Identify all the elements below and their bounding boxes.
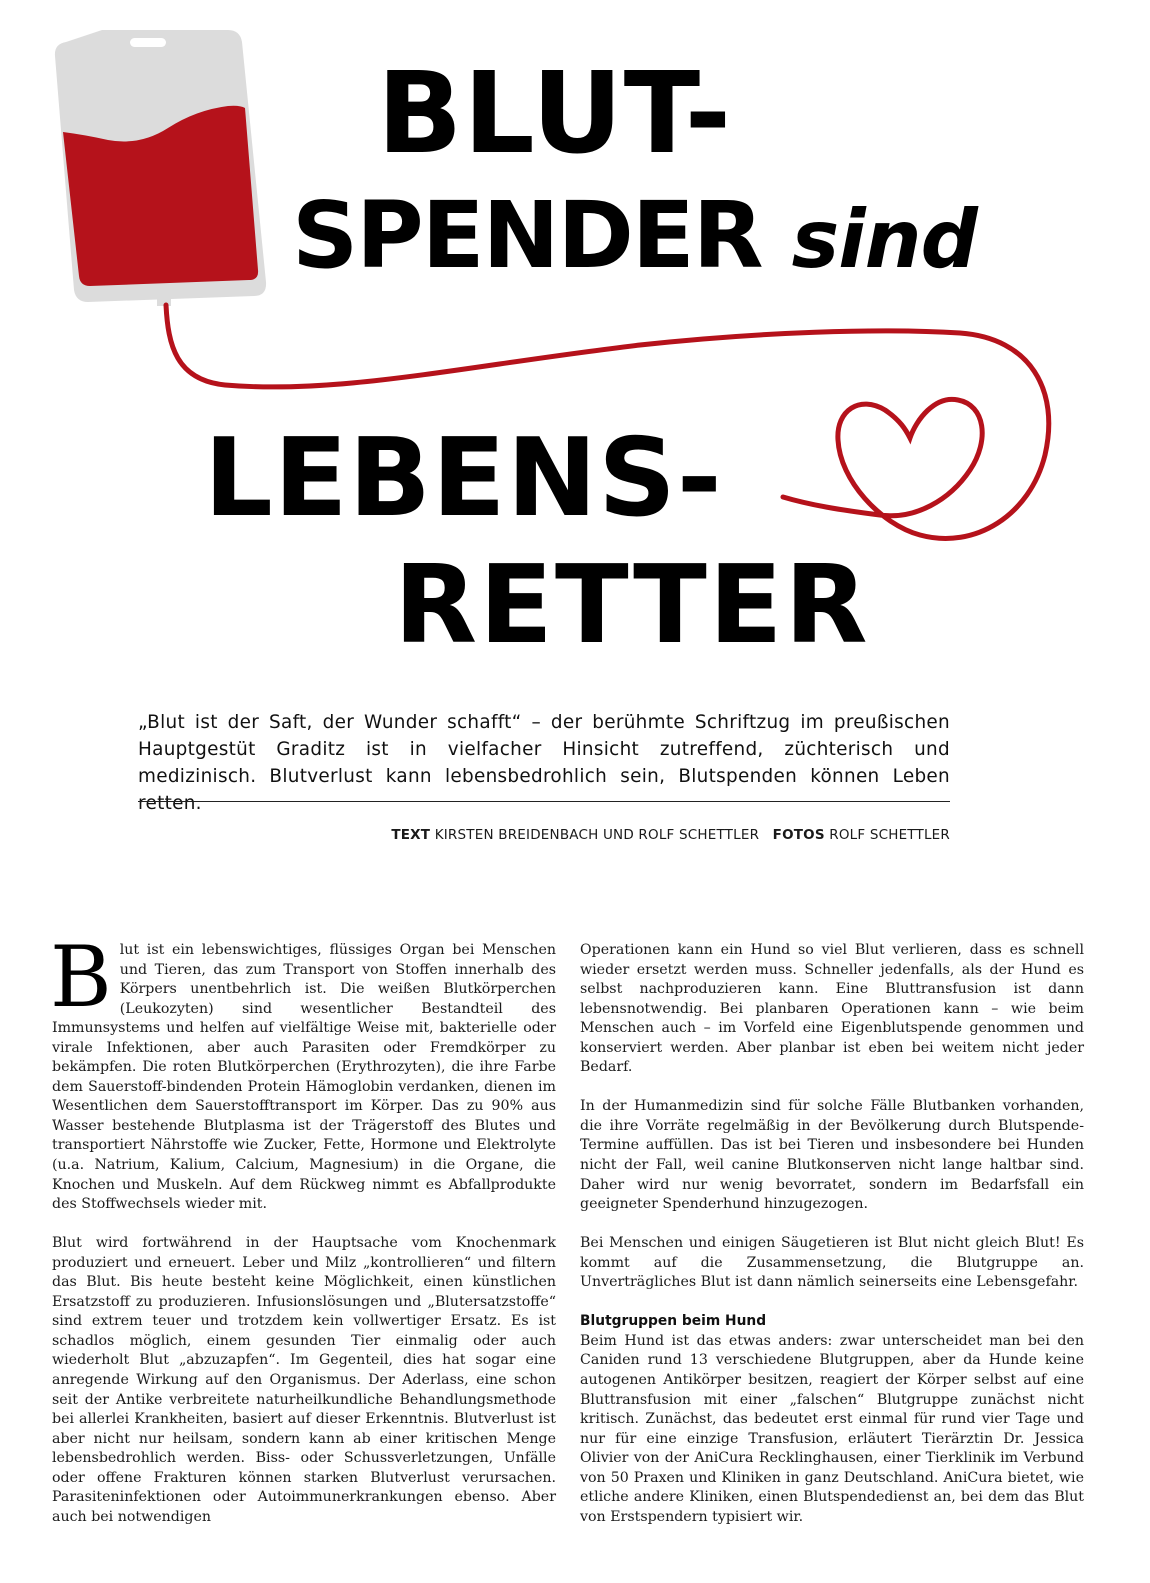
drop-cap: B — [50, 928, 112, 1026]
headline-line-4: RETTER — [394, 543, 870, 668]
credits-photo-label: FOTOS — [772, 827, 825, 843]
article-credits — [391, 827, 950, 843]
body-paragraph: In der Humanmedizin sind für solche Fälle Blutbanken vorhanden, die ihre Vorräte regelmäßig in der Bevölkerung durch Blutspende-Termine auffüllen. Das ist bei Tieren und insbesondere bei Hunden nicht der Fall, weil canine Blutkonserven nicht lange haltbar sind. Daher wird nur wenig bevorratet, sondern im Bedarfsfall ein geeigneter Spenderhund hinzugezogen. — [580, 1098, 1084, 1213]
headline-line-1: BLUT- — [377, 49, 733, 179]
lead-divider — [138, 801, 950, 802]
credits-text-label: TEXT — [391, 827, 431, 843]
body-paragraph: Beim Hund ist das etwas anders: zwar unterscheidet man bei den Caniden rund 13 verschiedene Blutgruppen, aber da Hunde keine autogenen Antikörper besitzen, reagiert der Körper selbst auf eine Bluttransfusion mit einer „falschen“ Blutgruppe zunächst nicht kritisch. Zunächst, das bedeutet erst einmal für rund vier Tage und nur für eine einzige Transfusion, erläutert Tierärztin Dr. Jessica Olivier von der AniCura Recklinghausen, einer Tierklinik im Verbund von 50 Praxen und Kliniken in ganz Deutschland. AniCura bietet, wie etliche andere Kliniken, einen Blutspendedienst an, bei dem das Blut von Erstspendern typisiert wir. — [580, 1332, 1084, 1525]
headline-line-2 — [292, 182, 977, 289]
section-subhead: Blutgruppen beim Hund — [580, 1313, 767, 1330]
article-lead: „Blut ist der Saft, der Wunder schafft“ – der berühmte Schriftzug im preußischen Hauptgestüt Graditz ist in vielfacher Hinsicht zutreffend, züchterisch und medizinisch. Blutverlust kann lebensbedrohlich sein, Blutspenden können Leben retten. — [138, 712, 950, 814]
body-paragraph — [50, 928, 556, 1215]
body-paragraph: Bei Menschen und einigen Säugetieren ist Blut nicht gleich Blut! Es kommt auf die Zusammensetzung, die Blutgruppe an. Unverträgliches Blut ist dann nämlich seinerseits eine Lebensgefahr. — [580, 1235, 1084, 1291]
credits-photo-names: ROLF SCHETTLER — [829, 827, 950, 843]
headline-spender: SPENDER — [292, 182, 762, 289]
body-column-left — [50, 928, 556, 1527]
body-paragraph: Operationen kann ein Hund so viel Blut verlieren, dass es schnell wieder ersetzt werden muss. Schneller jedenfalls, als der Hund es selbst nachproduzieren kann. Eine Bluttransfusion ist dann lebensnotwendig. Bei planbaren Operationen kann – wie beim Menschen auch – im Vorfeld eine Eigenblutspende genommen und konserviert werden. Aber planbar ist eben bei weitem nicht jeder Bedarf. — [580, 942, 1084, 1076]
headline-sind: sind — [791, 193, 977, 286]
body-paragraph: Blut wird fortwährend in der Hauptsache vom Knochenmark produziert und erneuert. Leber und Milz „kontrollieren“ und filtern das Blut. Bis heute besteht keine Möglichkeit, einen künstlichen Ersatzstoff zu produzieren. Infusionslösungen und „Blutersatzstoffe“ sind extrem teuer und trotzdem kein vollwertiger Ersatz. Es ist schadlos möglich, einem gesunden Tier einmalig oder auch wiederholt Blut „abzuzapfen“. Im Gegenteil, dies hat sogar eine anregende Wirkung auf den Organismus. Der Aderlass, eine schon seit der Antike verbreitete naturheilkundliche Behandlungsmethode bei allerlei Krankheiten, basiert auf dieser Erkenntnis. Blutverlust ist aber nicht nur heilsam, sondern kann ab einer kritischen Menge lebensbedrohlich werden. Biss- oder Schussverletzungen, Unfälle oder offene Frakturen können starken Blutverlust verursachen. Parasiteninfektionen oder Autoimmunerkrankungen ebenso. Aber auch bei notwendigen — [52, 1235, 556, 1525]
headline-line-3: LEBENS- — [204, 416, 723, 541]
body-column-right — [580, 941, 1084, 1527]
body-paragraph-text: lut ist ein lebenswichtiges, flüssiges Organ bei Menschen und Tieren, das zum Transport von Stoffen innerhalb des Körpers unentbehrlich ist. Die weißen Blutkörperchen (Leukozyten) sind wesentlicher Bestandteil des Immunsystems und helfen auf vielfältige Weise mit, bakterielle oder virale Infektionen, aber auch Parasiten oder Fremdkörper zu bekämpfen. Die roten Blutkörperchen (Erythrozyten), die ihre Farbe dem Sauerstoff-bindenden Protein Hämoglobin verdanken, dienen im Wesentlichen dem Sauerstofftransport im Körper. Das zu 90% aus Wasser bestehende Blutplasma ist der Trägerstoff des Blutes und transportiert Nährstoffe wie Zucker, Fette, Hormone und Elektrolyte (u.a. Natrium, Kalium, Calcium, Magnesium) in die Organe, die Knochen und Muskeln. Auf dem Rückweg nimmt es Abfallprodukte des Stoffwechsels wieder mit. — [52, 942, 556, 1213]
credits-text-names: KIRSTEN BREIDENBACH UND ROLF SCHETTLER — [434, 827, 760, 843]
blood-bag-icon — [55, 30, 266, 306]
